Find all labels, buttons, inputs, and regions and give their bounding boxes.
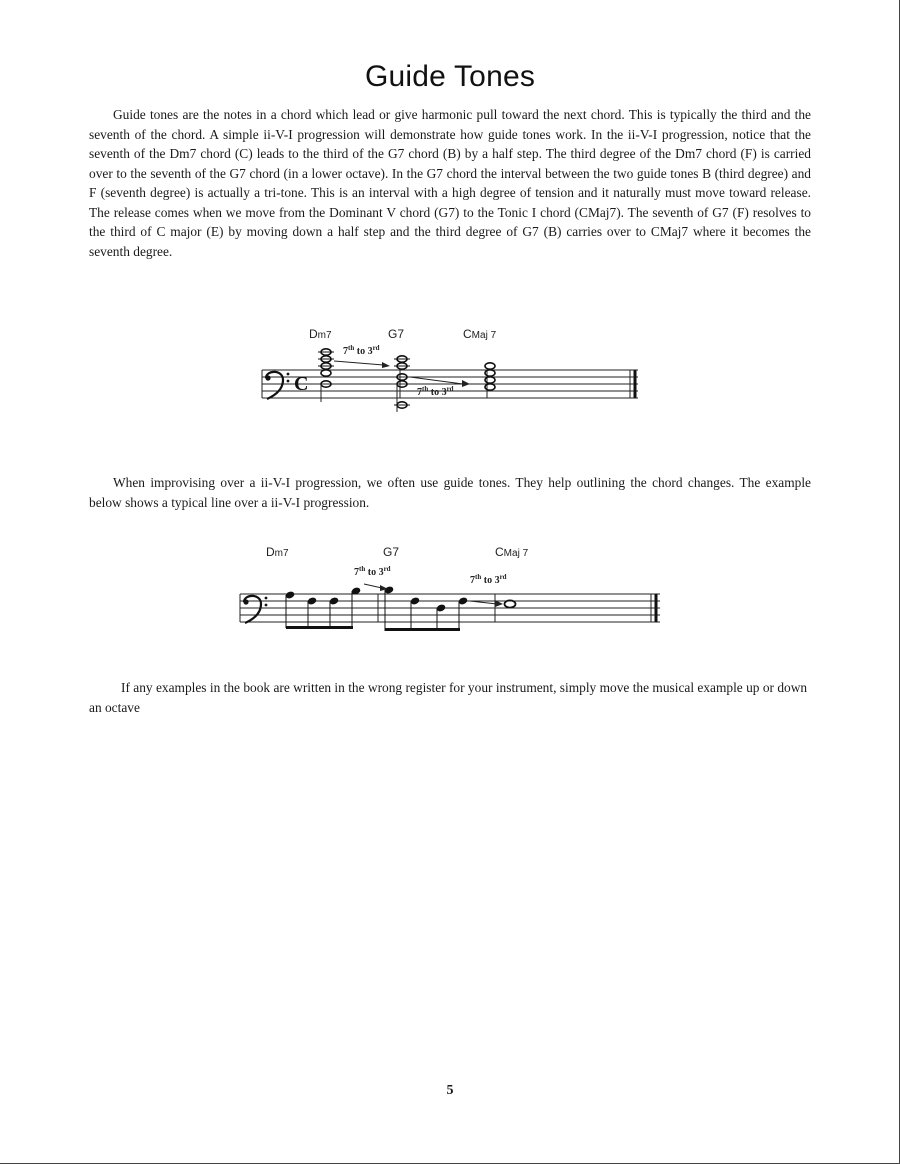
common-time-icon: C [294,373,309,395]
chord-notes-g7 [394,356,410,408]
page-number: 5 [446,1083,454,1098]
chord-symbol-cmaj7: CMaj 7 [495,545,529,559]
annotation-7th-to-3rd: 7th to 3rd [343,344,380,357]
annotation-7th-to-3rd: 7th to 3rd [417,385,454,398]
chord-symbol-cmaj7: CMaj 7 [463,327,497,341]
staff-lines [262,370,638,398]
arrow-icon [334,361,390,368]
music-example-1 [0,320,900,420]
annotation-7th-to-3rd: 7th to 3rd [470,573,507,586]
music-example-2 [0,540,900,640]
chord-symbol-dm7: Dm7 [309,327,332,341]
bass-clef-icon [243,596,267,623]
chord-symbol-g7: G7 [388,327,405,341]
chord-notes-dm7 [318,349,334,387]
bass-clef-icon [265,372,289,399]
annotation-7th-to-3rd: 7th to 3rd [354,565,391,578]
paragraph-improvising: When improvising over a ii-V-I progression, we often use guide tones. They help outlining the chord changes. The example below shows a typical line over a ii-V-I progression. [89,475,811,510]
staff-lines [240,594,660,622]
chord-symbol-g7: G7 [383,545,400,559]
page-title: Guide Tones [364,60,536,93]
paragraph-guide-tones-intro: Guide tones are the notes in a chord which lead or give harmonic pull toward the next chord. This is typically the third and the seventh of the chord. A simple ii-V-I progression will demonstrate how guide tones work. In the ii-V-I progression, notice that the seventh of the Dm7 chord (C) leads to the third of the G7 chord (B) by a half step. The third degree of the Dm7 chord (F) is carried over to the seventh of the G7 chord (in a lower octave). In the G7 chord the interval between the two guide tones B (third degree) and F (seventh degree) is actually a tri-tone. This is an interval with a high degree of tension and it naturally must move toward release. The release comes when we move from the Dominant V chord (G7) to the Tonic I chord (CMaj7). The seventh of G7 (F) resolves to the third of C major (E) by moving down a half step and the third degree of G7 (B) carries over to CMaj7 where it becomes the seventh degree. [89,107,811,259]
chord-symbol-dm7: Dm7 [266,545,289,559]
arrow-icon [410,377,470,387]
arrow-icon [364,584,388,591]
paragraph-register-note: If any examples in the book are written in the wrong register for your instrument, simply move the musical example up or down an octave [89,680,808,715]
